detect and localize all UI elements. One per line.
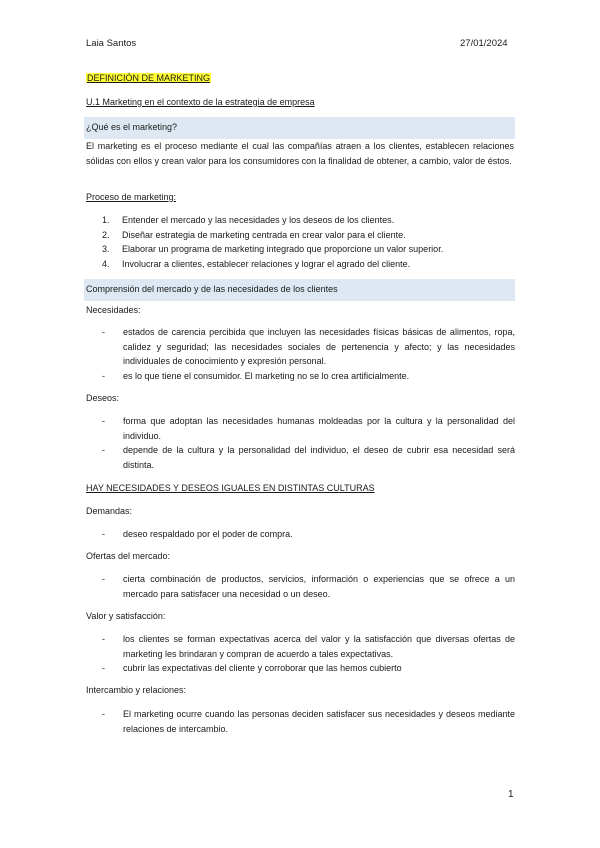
needs-list	[102, 325, 515, 383]
exchange-list	[102, 707, 515, 736]
list-item: - estados de carencia percibida que incluyen las necesidades físicas básicas de alimentos, ropa, calidez y seguridad; las necesidades sociales de pertenencia y afecto; y las necesidades individuales de conocimiento y expresión personal.	[102, 327, 515, 367]
document-title	[86, 73, 211, 83]
list-item: - los clientes se forman expectativas acerca del valor y la satisfacción que diversas ofertas de marketing les brindaran y compran de acuerdo a tales expectativas.	[102, 634, 515, 659]
list-item: - cubrir las expectativas del cliente y corroborar que las hemos cubierto	[102, 663, 402, 674]
title-text: DEFINICIÓN DE MARKETING	[87, 73, 211, 83]
list-item: 4. Involucrar a clientes, establecer relaciones y lograr el agrado del cliente.	[102, 259, 411, 270]
process-list	[102, 213, 512, 272]
wants-label: Deseos:	[86, 393, 120, 403]
section-box	[84, 279, 515, 301]
wants-list	[102, 414, 515, 472]
offers-list	[102, 572, 515, 601]
needs-label: Necesidades:	[86, 305, 141, 315]
list-item: - forma que adoptan las necesidades humanas moldeadas por la cultura y la personalidad del individuo.	[102, 416, 515, 441]
list-item: 3. Elaborar un programa de marketing integrado que proporcione un valor superior.	[102, 244, 444, 255]
document-date: 27/01/2024	[460, 38, 508, 49]
value-label: Valor y satisfacción:	[86, 611, 166, 621]
cultures-heading: HAY NECESIDADES Y DESEOS IGUALES EN DISTINTAS CULTURAS	[86, 483, 375, 493]
offers-label: Ofertas del mercado:	[86, 551, 171, 561]
question-box	[84, 117, 515, 139]
definition-paragraph: El marketing es el proceso mediante el cual las compañías atraen a los clientes, establecen relaciones sólidas con ellos y crean valor para los consumidores con la finalidad de obtener, a cambio, valor de éstos.	[86, 141, 514, 166]
question-text: ¿Qué es el marketing?	[86, 122, 178, 132]
page-number: 1	[508, 789, 514, 800]
list-item: - deseo respaldado por el poder de compra.	[102, 529, 293, 539]
value-list	[102, 632, 515, 676]
process-heading: Proceso de marketing:	[86, 192, 177, 202]
list-item: - es lo que tiene el consumidor. El marketing no se lo crea artificialmente.	[102, 370, 410, 381]
demands-label: Demandas:	[86, 506, 133, 516]
list-item: - cierta combinación de productos, servicios, información o experiencias que se ofrece a un mercado para satisfacer una necesidad o un deseo.	[102, 574, 515, 599]
demands-list	[102, 527, 515, 542]
list-item: - depende de la cultura y la personalidad del individuo, el deseo de cubrir esa necesidad será distinta.	[102, 445, 515, 470]
unit-heading: U.1 Marketing en el contexto de la estrategia de empresa	[86, 97, 315, 107]
list-item: 2. Diseñar estrategia de marketing centrada en crear valor para el cliente.	[102, 229, 406, 240]
exchange-label: Intercambio y relaciones:	[86, 685, 187, 695]
author-name: Laia Santos	[86, 38, 137, 49]
list-item: 1. Entender el mercado y las necesidades y los deseos de los clientes.	[102, 215, 395, 225]
section-text: Comprensión del mercado y de las necesidades de los clientes	[86, 284, 338, 294]
list-item: - El marketing ocurre cuando las personas deciden satisfacer sus necesidades y deseos mediante relaciones de intercambio.	[102, 709, 515, 734]
